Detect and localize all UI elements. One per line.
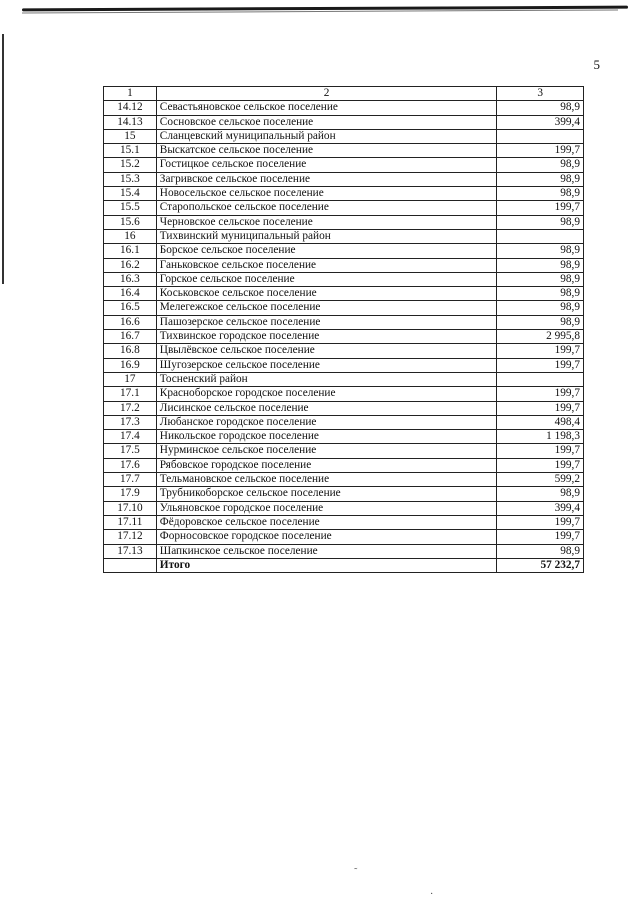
row-number-cell: 16.8	[104, 344, 157, 358]
row-name-cell: Тосненский район	[156, 372, 497, 386]
scan-artifact-mark: ·	[430, 889, 434, 900]
row-value-cell: 199,7	[497, 387, 584, 401]
table-row	[104, 444, 584, 458]
row-value-cell: 1 198,3	[497, 430, 584, 444]
table-row	[104, 473, 584, 487]
row-value-cell: 399,4	[497, 115, 584, 129]
row-number-cell: 17.12	[104, 530, 157, 544]
row-value-cell: 199,7	[497, 530, 584, 544]
row-number-cell: 16.1	[104, 244, 157, 258]
table-row	[104, 415, 584, 429]
row-number-cell: 17.3	[104, 415, 157, 429]
row-number-cell: 16.6	[104, 315, 157, 329]
table-row	[104, 172, 584, 186]
row-number-cell: 17	[104, 372, 157, 386]
row-value-cell: 98,9	[497, 272, 584, 286]
row-number-cell: 17.4	[104, 430, 157, 444]
total-empty-cell	[104, 558, 157, 572]
row-number-cell: 15.3	[104, 172, 157, 186]
data-table	[103, 86, 584, 573]
row-number-cell: 16	[104, 229, 157, 243]
row-value-cell: 98,9	[497, 544, 584, 558]
total-label: Итого	[156, 558, 497, 572]
row-value-cell: 98,9	[497, 158, 584, 172]
row-value-cell: 98,9	[497, 487, 584, 501]
header-cell-2: 2	[156, 87, 497, 101]
row-name-cell: Форносовское городское поселение	[156, 530, 497, 544]
scan-artifact-mark: ˜	[354, 867, 358, 878]
table-row	[104, 144, 584, 158]
row-value-cell: 199,7	[497, 358, 584, 372]
header-cell-3: 3	[497, 87, 584, 101]
table-row	[104, 101, 584, 115]
table-row	[104, 372, 584, 386]
table-row	[104, 401, 584, 415]
row-value-cell: 98,9	[497, 301, 584, 315]
table-row	[104, 158, 584, 172]
row-name-cell: Загривское сельское поселение	[156, 172, 497, 186]
table-total-row	[104, 558, 584, 572]
table-row	[104, 330, 584, 344]
row-value-cell: 199,7	[497, 144, 584, 158]
row-name-cell: Горское сельское поселение	[156, 272, 497, 286]
row-number-cell: 15.4	[104, 187, 157, 201]
table-row	[104, 287, 584, 301]
table-row	[104, 129, 584, 143]
table-row	[104, 258, 584, 272]
row-name-cell: Черновское сельское поселение	[156, 215, 497, 229]
row-name-cell: Выскатское сельское поселение	[156, 144, 497, 158]
row-name-cell: Фёдоровское сельское поселение	[156, 515, 497, 529]
row-number-cell: 15	[104, 129, 157, 143]
row-value-cell: 199,7	[497, 201, 584, 215]
row-name-cell: Трубникоборское сельское поселение	[156, 487, 497, 501]
row-name-cell: Шапкинское сельское поселение	[156, 544, 497, 558]
row-name-cell: Старопольское сельское поселение	[156, 201, 497, 215]
row-name-cell: Мелегежское сельское поселение	[156, 301, 497, 315]
table-row	[104, 515, 584, 529]
row-number-cell: 14.13	[104, 115, 157, 129]
row-number-cell: 17.2	[104, 401, 157, 415]
table-row	[104, 544, 584, 558]
row-number-cell: 16.3	[104, 272, 157, 286]
row-value-cell: 98,9	[497, 244, 584, 258]
row-name-cell: Любанское городское поселение	[156, 415, 497, 429]
row-number-cell: 15.2	[104, 158, 157, 172]
table-row	[104, 215, 584, 229]
total-value: 57 232,7	[497, 558, 584, 572]
table-row	[104, 501, 584, 515]
table-header-row	[104, 87, 584, 101]
row-value-cell: 98,9	[497, 172, 584, 186]
table-body	[104, 87, 584, 573]
row-value-cell: 199,7	[497, 458, 584, 472]
row-value-cell: 98,9	[497, 258, 584, 272]
table-row	[104, 487, 584, 501]
row-number-cell: 15.1	[104, 144, 157, 158]
row-name-cell: Севастьяновское сельское поселение	[156, 101, 497, 115]
row-value-cell: 98,9	[497, 315, 584, 329]
row-name-cell: Ульяновское городское поселение	[156, 501, 497, 515]
table-row	[104, 358, 584, 372]
row-value-cell	[497, 229, 584, 243]
table-row	[104, 344, 584, 358]
table-row	[104, 458, 584, 472]
row-number-cell: 17.6	[104, 458, 157, 472]
row-value-cell: 2 995,8	[497, 330, 584, 344]
row-value-cell: 498,4	[497, 415, 584, 429]
row-number-cell: 17.13	[104, 544, 157, 558]
row-number-cell: 17.7	[104, 473, 157, 487]
table-row	[104, 272, 584, 286]
row-name-cell: Сланцевский муниципальный район	[156, 129, 497, 143]
row-name-cell: Нурминское сельское поселение	[156, 444, 497, 458]
row-number-cell: 17.5	[104, 444, 157, 458]
row-value-cell	[497, 372, 584, 386]
table-row	[104, 530, 584, 544]
page-number: 5	[593, 57, 600, 72]
row-number-cell: 14.12	[104, 101, 157, 115]
row-name-cell: Сосновское сельское поселение	[156, 115, 497, 129]
row-number-cell: 17.9	[104, 487, 157, 501]
row-name-cell: Тихвинский муниципальный район	[156, 229, 497, 243]
row-name-cell: Тихвинское городское поселение	[156, 330, 497, 344]
row-name-cell: Лисинское сельское поселение	[156, 401, 497, 415]
row-value-cell: 98,9	[497, 101, 584, 115]
row-number-cell: 16.5	[104, 301, 157, 315]
row-number-cell: 15.6	[104, 215, 157, 229]
row-name-cell: Ганьковское сельское поселение	[156, 258, 497, 272]
table-row	[104, 244, 584, 258]
row-value-cell	[497, 129, 584, 143]
row-number-cell: 15.5	[104, 201, 157, 215]
row-name-cell: Пашозерское сельское поселение	[156, 315, 497, 329]
row-name-cell: Никольское городское поселение	[156, 430, 497, 444]
table-row	[104, 229, 584, 243]
table-row	[104, 315, 584, 329]
row-value-cell: 199,7	[497, 515, 584, 529]
row-value-cell: 599,2	[497, 473, 584, 487]
row-number-cell: 16.7	[104, 330, 157, 344]
row-value-cell: 98,9	[497, 215, 584, 229]
row-number-cell: 16.4	[104, 287, 157, 301]
row-name-cell: Шугозерское сельское поселение	[156, 358, 497, 372]
row-name-cell: Новосельское сельское поселение	[156, 187, 497, 201]
row-number-cell: 17.11	[104, 515, 157, 529]
row-name-cell: Цвылёвское сельское поселение	[156, 344, 497, 358]
table-row	[104, 201, 584, 215]
row-name-cell: Борское сельское поселение	[156, 244, 497, 258]
row-name-cell: Тельмановское сельское поселение	[156, 473, 497, 487]
row-number-cell: 16.9	[104, 358, 157, 372]
row-name-cell: Красноборское городское поселение	[156, 387, 497, 401]
row-name-cell: Коськовское сельское поселение	[156, 287, 497, 301]
row-value-cell: 199,7	[497, 444, 584, 458]
table-row	[104, 387, 584, 401]
table-row	[104, 430, 584, 444]
scan-left-margin-line	[2, 34, 4, 284]
row-number-cell: 17.1	[104, 387, 157, 401]
row-value-cell: 199,7	[497, 401, 584, 415]
table-row	[104, 187, 584, 201]
table-row	[104, 301, 584, 315]
row-value-cell: 98,9	[497, 187, 584, 201]
row-value-cell: 399,4	[497, 501, 584, 515]
row-number-cell: 17.10	[104, 501, 157, 515]
table-row	[104, 115, 584, 129]
row-name-cell: Гостицкое сельское поселение	[156, 158, 497, 172]
row-value-cell: 199,7	[497, 344, 584, 358]
row-number-cell: 16.2	[104, 258, 157, 272]
header-cell-1: 1	[104, 87, 157, 101]
row-value-cell: 98,9	[497, 287, 584, 301]
row-name-cell: Рябовское городское поселение	[156, 458, 497, 472]
